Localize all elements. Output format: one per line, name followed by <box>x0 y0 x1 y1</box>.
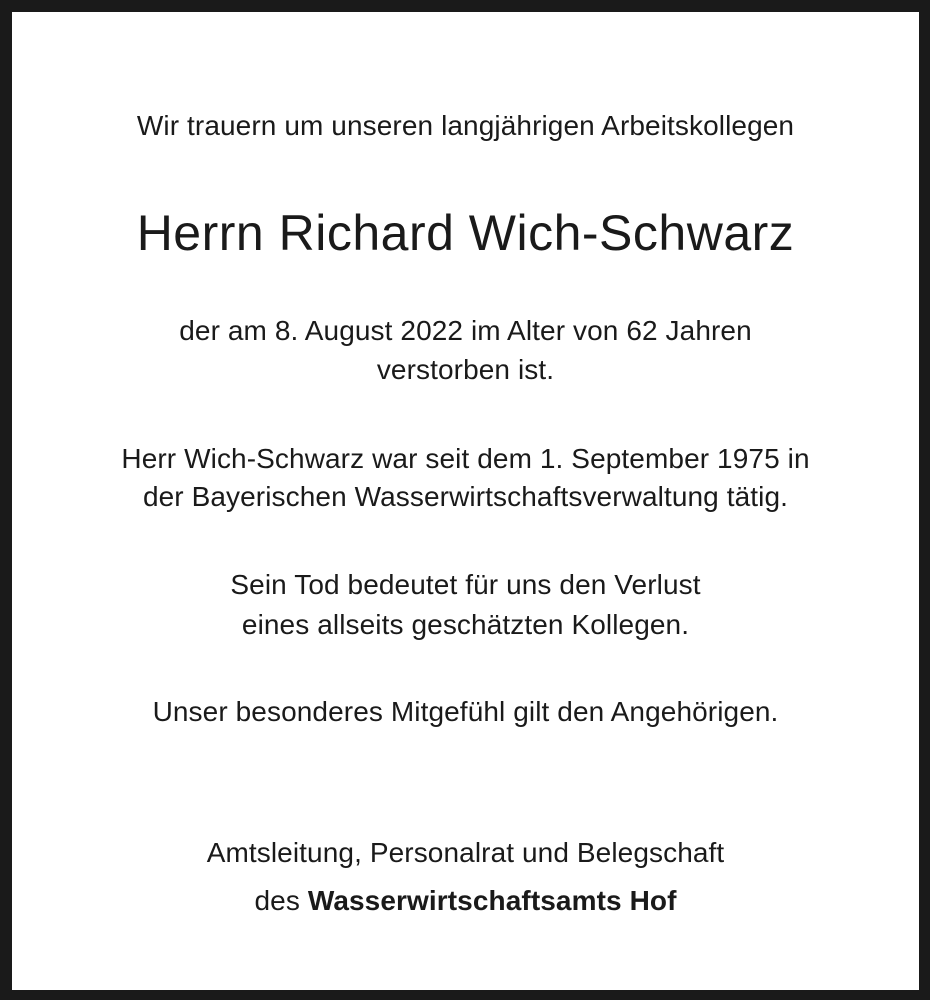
signature-line-1: Amtsleitung, Personalrat und Belegschaft <box>206 837 725 868</box>
signature-line-2 <box>12 883 919 919</box>
signature-organization: Wasserwirtschaftsamts Hof <box>307 885 677 916</box>
signature-prefix: des <box>254 885 300 916</box>
career-line-2: der Bayerischen Wasserwirtschaftsverwaltung tätig. <box>142 481 789 512</box>
loss-line-1: Sein Tod bedeutet für uns den Verlust <box>230 569 701 600</box>
career-line-1: Herr Wich-Schwarz war seit dem 1. September 1975 in <box>121 443 810 474</box>
loss-line-2: eines allseits geschätzten Kollegen. <box>241 609 690 640</box>
intro-text: Wir trauern um unseren langjährigen Arbeitskollegen <box>136 110 795 141</box>
deceased-name: Herrn Richard Wich-Schwarz <box>136 205 795 261</box>
death-date-line-1: der am 8. August 2022 im Alter von 62 Jahren <box>179 315 752 346</box>
death-date-line-2: verstorben ist. <box>376 354 555 385</box>
sympathy-text: Unser besonderes Mitgefühl gilt den Angehörigen. <box>152 696 779 727</box>
